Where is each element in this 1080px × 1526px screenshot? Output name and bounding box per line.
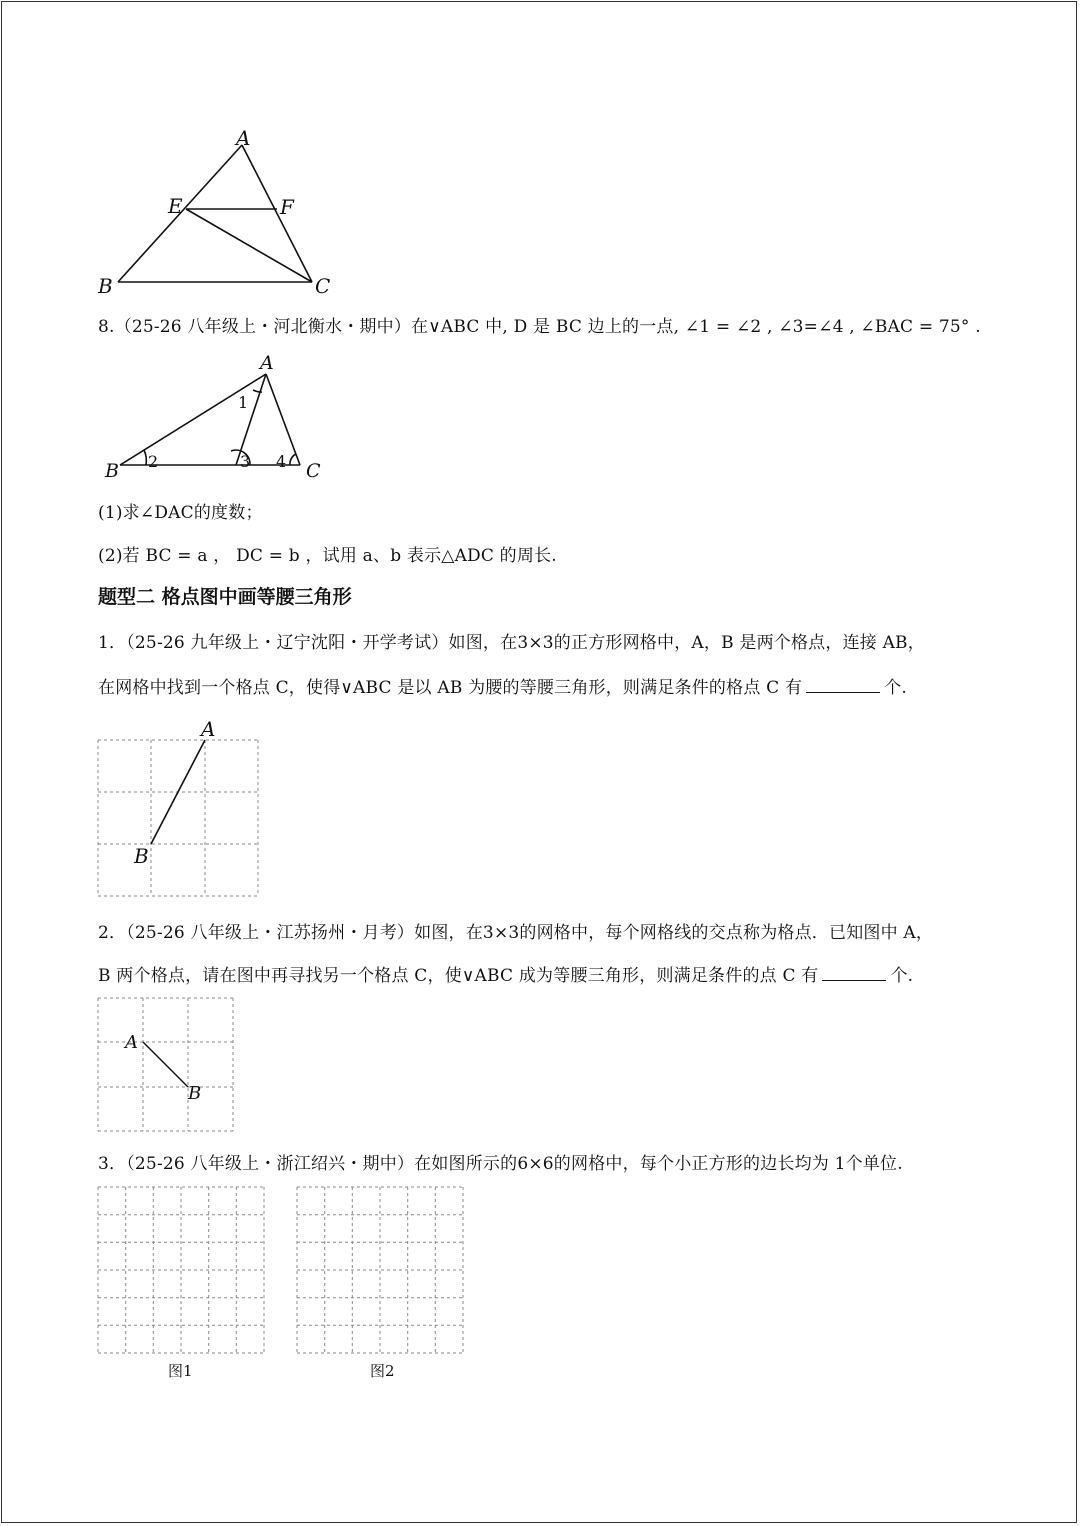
q8-part2: (2)若 BC = a ， DC = b ，试用 a、b 表示△ADC 的周长. [98, 546, 557, 566]
q8-text: 8.（25-26 八年级上・河北衡水・期中）在∨ABC 中, D 是 BC 边上的一点, ∠1 = ∠2 , ∠3=∠4 , ∠BAC = 75° . [98, 317, 981, 337]
p1-line1: 1．（25-26 九年级上・辽宁沈阳・开学考试）如图，在3×3的正方形网格中，A，B 是两个格点，连接 AB， [98, 633, 925, 653]
label-c: C [315, 274, 331, 298]
q8-angle-3: 3 [240, 452, 251, 471]
p2-line1: 2．（25-26 八年级上・江苏扬州・月考）如图，在3×3的网格中，每个网格线的交点称为格点．已知图中 A， [98, 923, 934, 943]
section-title: 题型二 格点图中画等腰三角形 [98, 586, 352, 608]
grid-6x6-fig1 [98, 1187, 268, 1357]
q8-label-c: C [306, 460, 321, 482]
figure-q8-triangle [100, 350, 340, 485]
label-b: B [98, 274, 113, 298]
q8-angle-4: 4 [276, 452, 287, 471]
p1-line2-text: 在网格中找到一个格点 C，使得∨ABC 是以 AB 为腰的等腰三角形，则满足条件的格点 C 有 [98, 678, 803, 698]
label-e: E [168, 194, 183, 218]
grid-6x6-fig2 [297, 1187, 467, 1357]
p2-line2-end: 个. [890, 966, 914, 986]
p2-label-a: A [125, 1032, 138, 1053]
label-f: F [280, 195, 294, 219]
q8-angle-2: 2 [148, 452, 159, 471]
q8-label-a: A [260, 352, 274, 374]
p1-line2-end: 个. [884, 678, 907, 698]
p1-line2 [98, 673, 907, 698]
fig1-caption: 图1 [168, 1362, 193, 1380]
p1-answer-blank[interactable] [806, 678, 880, 693]
p2-line2 [98, 961, 913, 986]
figure-triangle-aefbc [90, 125, 350, 300]
p1-label-b: B [134, 844, 149, 868]
p2-answer-blank[interactable] [822, 966, 886, 981]
p3-line1: 3．（25-26 八年级上・浙江绍兴・期中）在如图所示的6×6的网格中，每个小正方形的边长均为 1个单位. [98, 1154, 903, 1174]
grid-3x3-p1 [98, 715, 263, 900]
label-a: A [236, 126, 251, 150]
p1-label-a: A [201, 717, 216, 741]
fig2-caption: 图2 [370, 1362, 395, 1380]
p2-line2-text: B 两个格点，请在图中再寻找另一个格点 C，使∨ABC 成为等腰三角形，则满足条件的点 C 有 [98, 966, 819, 986]
p2-label-b: B [188, 1083, 202, 1104]
q8-part1: (1)求∠DAC的度数； [98, 503, 263, 523]
q8-label-b: B [105, 460, 119, 482]
grid-3x3-p2 [98, 998, 238, 1133]
q8-angle-1: 1 [238, 393, 249, 412]
